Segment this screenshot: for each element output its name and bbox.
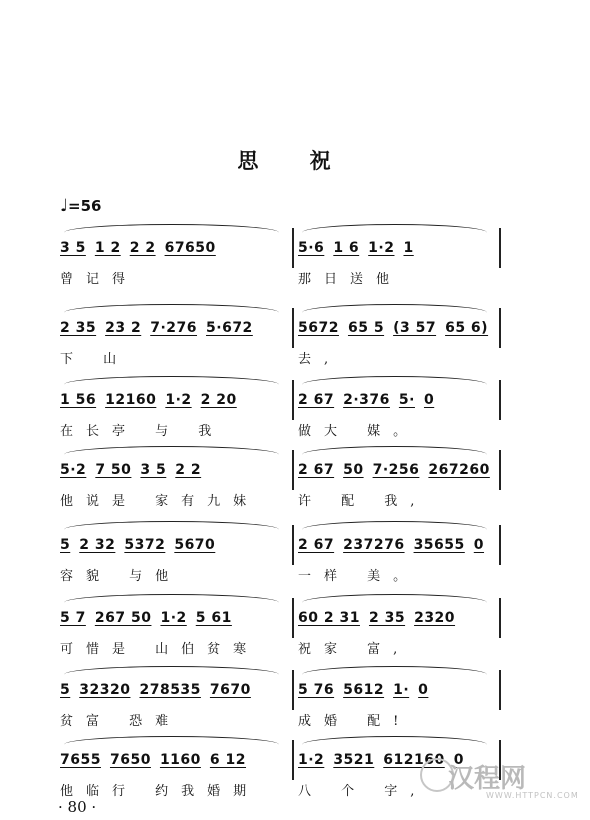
measure-left — [60, 440, 292, 518]
note-group: 1 56 — [60, 392, 97, 408]
lyric-line: 他说是 家有九妹 — [60, 494, 260, 509]
note-group: 7·276 — [150, 320, 198, 336]
lyric-line: 在长亭 与 我 — [60, 424, 225, 439]
note-group: 50 — [343, 462, 364, 478]
lyric-line: 成婚 配! — [298, 714, 412, 729]
bar-line — [292, 525, 294, 565]
slur-arc — [302, 304, 487, 321]
measure-left — [60, 730, 292, 808]
song-title: 思 祝 — [237, 148, 353, 173]
slur-arc — [302, 736, 487, 753]
note-line — [298, 537, 493, 553]
quarter-note-icon: ♩ — [60, 196, 69, 216]
slur-arc — [64, 666, 279, 683]
note-group: 5612 — [343, 682, 385, 698]
note-group: 0 — [418, 682, 429, 698]
note-line — [60, 752, 255, 768]
page-number: · 80 · — [58, 798, 97, 816]
note-group: 2 2 — [175, 462, 202, 478]
note-group: 5 — [60, 682, 71, 698]
note-group: 267 50 — [94, 610, 152, 626]
bar-line-end — [499, 450, 501, 490]
note-group: 278535 — [139, 682, 201, 698]
note-group: 65 5 — [347, 320, 385, 336]
note-group: 5· — [398, 392, 415, 408]
note-group: 1·2 — [298, 752, 325, 768]
bar-line — [292, 740, 294, 780]
lyric-line: 贫富 恐难 — [60, 714, 182, 729]
note-group: 1· — [393, 682, 410, 698]
note-group: 32320 — [79, 682, 131, 698]
note-group: 2 32 — [79, 537, 116, 553]
note-group: 5 — [60, 537, 71, 553]
note-group: (3 57 — [393, 320, 437, 336]
bar-line — [292, 308, 294, 348]
watermark-url: WWW.HTTPCN.COM — [486, 791, 579, 800]
bar-line-end — [499, 380, 501, 420]
note-group: 5372 — [124, 537, 166, 553]
note-group: 1·2 — [368, 240, 395, 256]
music-system — [60, 370, 505, 448]
measure-right — [298, 660, 498, 738]
bar-line — [292, 450, 294, 490]
note-group: 2320 — [414, 610, 456, 626]
lyric-line: 他临行 约我婚期 — [60, 784, 260, 799]
lyric-line: 祝家 富, — [298, 642, 411, 657]
note-line — [60, 610, 241, 626]
slur-arc — [64, 224, 279, 241]
measure-right — [298, 370, 498, 448]
note-group: 1160 — [159, 752, 201, 768]
note-line — [298, 392, 443, 408]
note-group: 6 12 — [209, 752, 247, 768]
note-group: 3521 — [333, 752, 375, 768]
note-line — [298, 462, 499, 478]
tempo-marking — [60, 196, 101, 216]
lyric-line: 去, — [298, 352, 342, 367]
note-group: 1 6 — [333, 240, 360, 256]
lyric-line: 八 个 字, — [298, 784, 428, 799]
measure-left — [60, 588, 292, 666]
music-system — [60, 218, 505, 296]
note-group: 1·2 — [160, 610, 187, 626]
lyric-line: 许 配 我, — [298, 494, 428, 509]
lyric-line: 可惜是 山伯贫寒 — [60, 642, 260, 657]
slur-arc — [302, 446, 487, 463]
note-group: 65 6) — [445, 320, 489, 336]
note-group: 5·672 — [206, 320, 253, 336]
note-group: 1 2 — [94, 240, 121, 256]
measure-right — [298, 218, 498, 296]
bar-line-end — [499, 525, 501, 565]
note-group: 612160 — [383, 752, 445, 768]
note-line — [298, 320, 497, 336]
note-group: 7 50 — [95, 462, 132, 478]
lyric-line: 曾记得 — [60, 272, 139, 287]
note-group: 237276 — [343, 537, 405, 553]
slur-arc — [302, 376, 487, 393]
note-group: 7655 — [60, 752, 101, 768]
note-group: 0 — [473, 537, 485, 553]
slur-arc — [302, 521, 487, 538]
measure-right — [298, 298, 498, 376]
music-system — [60, 298, 505, 376]
bar-line — [292, 598, 294, 638]
lyric-line: 容貌 与他 — [60, 569, 182, 584]
note-group: 2 67 — [298, 462, 335, 478]
note-group: 2·376 — [343, 392, 390, 408]
measure-right — [298, 440, 498, 518]
music-system — [60, 588, 505, 666]
note-line — [298, 610, 464, 626]
note-group: 12160 — [105, 392, 157, 408]
note-group: 23 2 — [105, 320, 142, 336]
bar-line-end — [499, 670, 501, 710]
note-group: 5·2 — [60, 462, 87, 478]
note-line — [60, 537, 224, 553]
note-line — [60, 462, 210, 478]
note-line — [298, 240, 423, 256]
note-line — [60, 320, 262, 336]
note-line — [298, 682, 437, 698]
note-group: 2 2 — [129, 240, 156, 256]
slur-arc — [64, 736, 279, 753]
note-group: 3 5 — [140, 462, 167, 478]
bar-line-end — [499, 308, 501, 348]
note-group: 67650 — [164, 240, 216, 256]
bar-line-end — [499, 228, 501, 268]
note-line — [60, 240, 225, 256]
tempo-value: =56 — [68, 197, 102, 215]
note-group: 0 — [453, 752, 464, 768]
measure-left — [60, 370, 292, 448]
note-group: 1·2 — [165, 392, 192, 408]
slur-arc — [302, 594, 487, 611]
measure-left — [60, 515, 292, 593]
slur-arc — [64, 521, 279, 538]
lyric-line: 一样 美。 — [298, 569, 420, 584]
note-group: 267260 — [428, 462, 490, 478]
note-line — [60, 682, 260, 698]
note-group: 2 35 — [60, 320, 97, 336]
bar-line — [292, 670, 294, 710]
slur-arc — [64, 446, 279, 463]
note-group: 2 20 — [200, 392, 237, 408]
note-group: 5670 — [174, 537, 216, 553]
measure-left — [60, 298, 292, 376]
note-group: 1 — [403, 240, 414, 256]
lyric-line: 那日送他 — [298, 272, 403, 287]
note-group: 5672 — [298, 320, 339, 336]
note-group: 5 76 — [298, 682, 335, 698]
watermark-text: 汉程网 — [448, 764, 527, 794]
note-line — [60, 392, 246, 408]
note-group: 5 7 — [60, 610, 86, 626]
note-group: 7·256 — [372, 462, 420, 478]
note-group: 60 2 31 — [298, 610, 360, 626]
bar-line-end — [499, 598, 501, 638]
note-group: 3 5 — [60, 240, 86, 256]
note-group: 7650 — [109, 752, 151, 768]
note-group: 7670 — [209, 682, 251, 698]
note-group: 5·6 — [298, 240, 325, 256]
note-group: 35655 — [413, 537, 465, 553]
measure-right — [298, 515, 498, 593]
music-system — [60, 660, 505, 738]
note-group: 2 67 — [298, 537, 335, 553]
note-group: 0 — [423, 392, 435, 408]
measure-left — [60, 660, 292, 738]
slur-arc — [64, 304, 279, 321]
lyric-line: 下 山 — [60, 352, 130, 367]
slur-arc — [302, 224, 487, 241]
note-group: 5 61 — [195, 610, 232, 626]
slur-arc — [302, 666, 487, 683]
measure-right — [298, 588, 498, 666]
bar-line — [292, 380, 294, 420]
lyric-line: 做大 媒。 — [298, 424, 420, 439]
measure-left — [60, 218, 292, 296]
music-system — [60, 515, 505, 593]
slur-arc — [64, 376, 279, 393]
bar-line — [292, 228, 294, 268]
note-group: 2 67 — [298, 392, 335, 408]
note-group: 2 35 — [368, 610, 406, 626]
slur-arc — [64, 594, 279, 611]
music-system — [60, 440, 505, 518]
